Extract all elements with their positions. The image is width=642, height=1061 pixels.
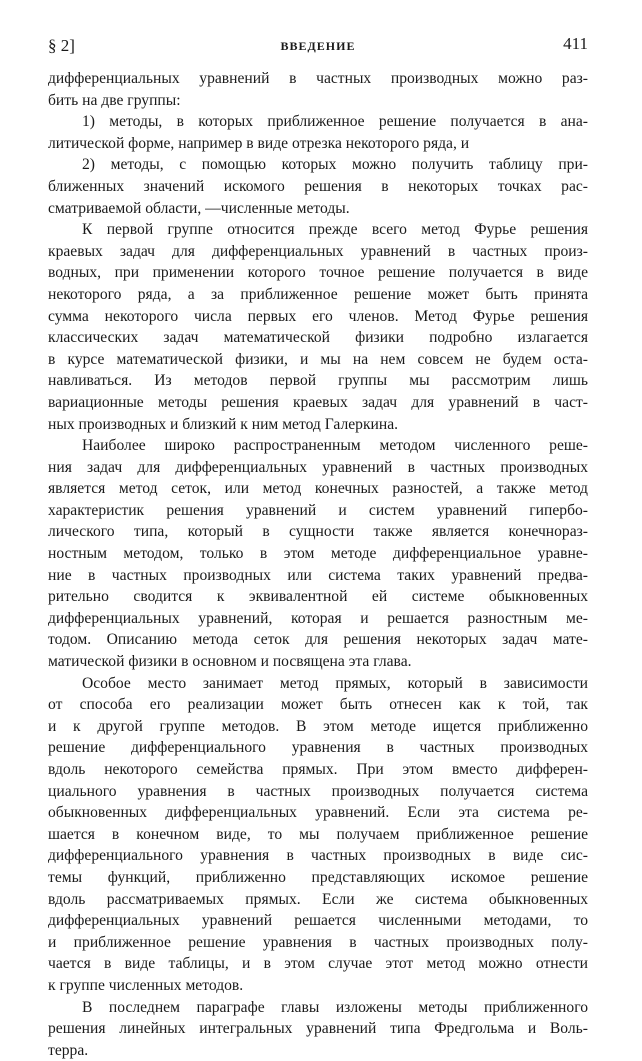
text-line: рительно сводится к эквивалентной ей системе обыкновенных <box>48 588 588 606</box>
paragraph-continuation <box>48 68 588 111</box>
text-line: вдоль некоторого семейства прямых. При этом вместо дифферен- <box>48 761 588 778</box>
section-marker: § 2] <box>48 36 75 55</box>
text-line: дифференциальных уравнений, которая и решается разностным ме- <box>48 609 588 627</box>
text-line: дифференциальных уравнений в частных производных можно раз- <box>48 70 588 87</box>
text-line: решение дифференциального уравнения в частных производных <box>48 739 588 757</box>
text-line: и приближенное решение уравнения в частных производных полу- <box>48 933 588 951</box>
text-line: ния задач для дифференциальных уравнений в частных производных <box>48 458 588 476</box>
text-line: В последнем параграфе главы изложены методы приближенного <box>82 998 588 1016</box>
text-line: характеристик решения уравнений и систем уравнений гипербо- <box>48 501 588 519</box>
text-line: ностным методом, только в этом методе дифференциальное уравне- <box>48 545 588 563</box>
text-line: чается в виде таблицы, и в этом случае этот метод можно отнести <box>48 955 588 973</box>
text-line: литической форме, например в виде отрезка некоторого ряда, и <box>48 134 470 152</box>
text-line: водных, при применении которого точное решение получается в виде <box>48 264 588 282</box>
text-line: является метод сеток, или метод конечных разностей, а также метод <box>48 480 588 498</box>
text-line: 2) методы, с помощью которых можно получить таблицу при- <box>82 156 588 174</box>
text-line: обыкновенных дифференциальных уравнений. Если эта система ре- <box>48 804 588 822</box>
paragraph-grid-method <box>48 435 588 673</box>
text-line: Особое место занимает метод прямых, который в зависимости <box>82 674 588 692</box>
text-line: краевых задач для дифференциальных уравнений в частных произ- <box>48 242 588 260</box>
text-line: решения линейных интегральных уравнений типа Фредгольма и Воль- <box>48 1020 588 1038</box>
text-line: шается в конечном виде, то мы получаем приближенное решение <box>48 825 588 843</box>
text-line: Наиболее широко распространенным методом численного реше- <box>82 437 588 455</box>
text-line: темы функций, приближенно представляющих искомое решение <box>48 868 588 886</box>
text-line: в курсе математической физики, и мы на нем совсем не будем оста- <box>48 350 588 368</box>
text-line: матической физики в основном и посвящена эта глава. <box>48 653 412 671</box>
text-line: некоторого ряда, а за приближенное решение может быть принята <box>48 285 588 303</box>
text-line: ных производных и близкий к ним метод Галеркина. <box>48 415 399 433</box>
text-line: вариационные методы решения краевых задач для уравнений в част- <box>48 393 588 411</box>
paragraph-item-2 <box>48 154 588 219</box>
text-line: дифференциального уравнения в частных производных в виде сис- <box>48 847 588 865</box>
text-line: дифференциальных уравнений решается численными методами, то <box>48 912 588 930</box>
text-line: терра. <box>48 1041 89 1059</box>
text-line: тодом. Описанию метода сеток для решения некоторых задач мате- <box>48 631 588 649</box>
chapter-title: ВВЕДЕНИЕ <box>280 39 356 53</box>
paragraph-item-1 <box>48 111 588 154</box>
paragraph-method-of-lines <box>48 673 588 997</box>
text-line: лического типа, который в сущности также является конечнораз- <box>48 523 588 541</box>
page-number: 411 <box>563 34 588 53</box>
text-line: навливаться. Из методов первой группы мы рассмотрим лишь <box>48 372 588 390</box>
text-line: ние в частных производных или система таких уравнений предва- <box>48 566 588 584</box>
text-line: от способа его реализации может быть отнесен как к той, так <box>48 696 588 714</box>
body-text <box>48 68 588 1061</box>
running-header <box>48 34 588 58</box>
text-line: и к другой группе методов. В этом методе ищется приближенно <box>48 717 588 735</box>
text-line: К первой группе относится прежде всего метод Фурье решения <box>82 221 588 239</box>
paragraph-integral-equations <box>48 997 588 1061</box>
text-line: вдоль рассматриваемых прямых. Если же система обыкновенных <box>48 890 588 908</box>
text-line: циального уравнения в частных производных получается система <box>48 782 588 800</box>
text-line: сумма некоторого числа первых его членов. Метод Фурье решения <box>48 307 588 325</box>
text-line: ближенных значений искомого решения в некоторых точках рас- <box>48 177 588 195</box>
text-line: классических задач математической физики подробно излагается <box>48 329 588 347</box>
text-line: 1) методы, в которых приближенное решение получается в ана- <box>82 113 588 131</box>
text-line: сматриваемой области, —численные методы. <box>48 199 350 217</box>
text-line: бить на две группы: <box>48 91 181 109</box>
text-line: к группе численных методов. <box>48 976 244 994</box>
paragraph-first-group <box>48 219 588 435</box>
